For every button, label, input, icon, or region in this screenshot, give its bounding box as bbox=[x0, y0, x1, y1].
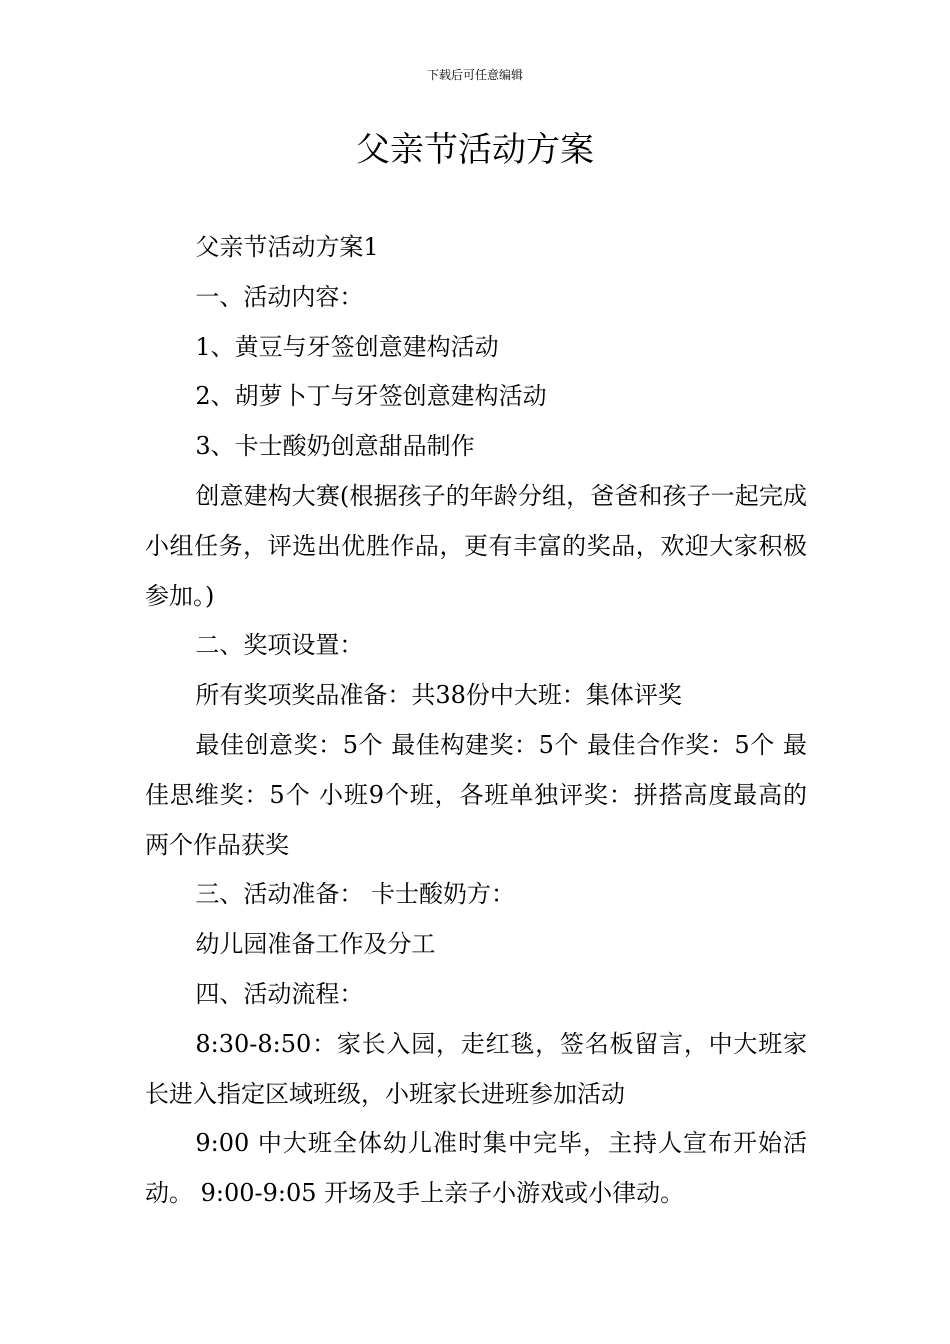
section-heading: 四、活动流程： bbox=[195, 979, 364, 1008]
page-header-note: 下载后可任意编辑 bbox=[426, 68, 523, 82]
section-heading: 一、活动内容： bbox=[195, 282, 364, 311]
document-title: 父亲节活动方案 bbox=[356, 130, 594, 170]
list-item: 1、黄豆与牙签创意建构活动 bbox=[195, 332, 499, 361]
section-heading: 三、活动准备： 卡士酸奶方： bbox=[195, 880, 516, 909]
paragraph: 创意建构大赛(根据孩子的年龄分组，爸爸和孩子一起完成小组任务，评选出优胜作品，更有丰富的奖品，欢迎大家积极参加。) bbox=[145, 481, 807, 610]
section-heading: 父亲节活动方案1 bbox=[195, 233, 379, 261]
list-item: 3、卡士酸奶创意甜品制作 bbox=[195, 432, 475, 461]
paragraph: 幼儿园准备工作及分工 bbox=[195, 930, 436, 959]
paragraph: 所有奖项奖品准备：共38份中大班：集体评奖 bbox=[195, 681, 682, 710]
paragraph: 8:30-8:50：家长入园，走红毯，签名板留言，中大班家长进入指定区域班级，小班家长进班参加活动 bbox=[145, 1029, 807, 1108]
paragraph: 最佳创意奖：5个 最佳构建奖：5个 最佳合作奖：5个 最佳思维奖：5个 小班9个班，各班单独评奖：拼搭高度最高的两个作品获奖 bbox=[145, 730, 807, 859]
list-item: 2、胡萝卜丁与牙签创意建构活动 bbox=[195, 382, 547, 411]
document-body bbox=[145, 223, 807, 1219]
section-heading: 二、奖项设置： bbox=[195, 631, 364, 660]
paragraph: 9:00 中大班全体幼儿准时集中完毕，主持人宣布开始活动。 9:00-9:05 开场及手上亲子小游戏或小律动。 bbox=[145, 1129, 807, 1208]
